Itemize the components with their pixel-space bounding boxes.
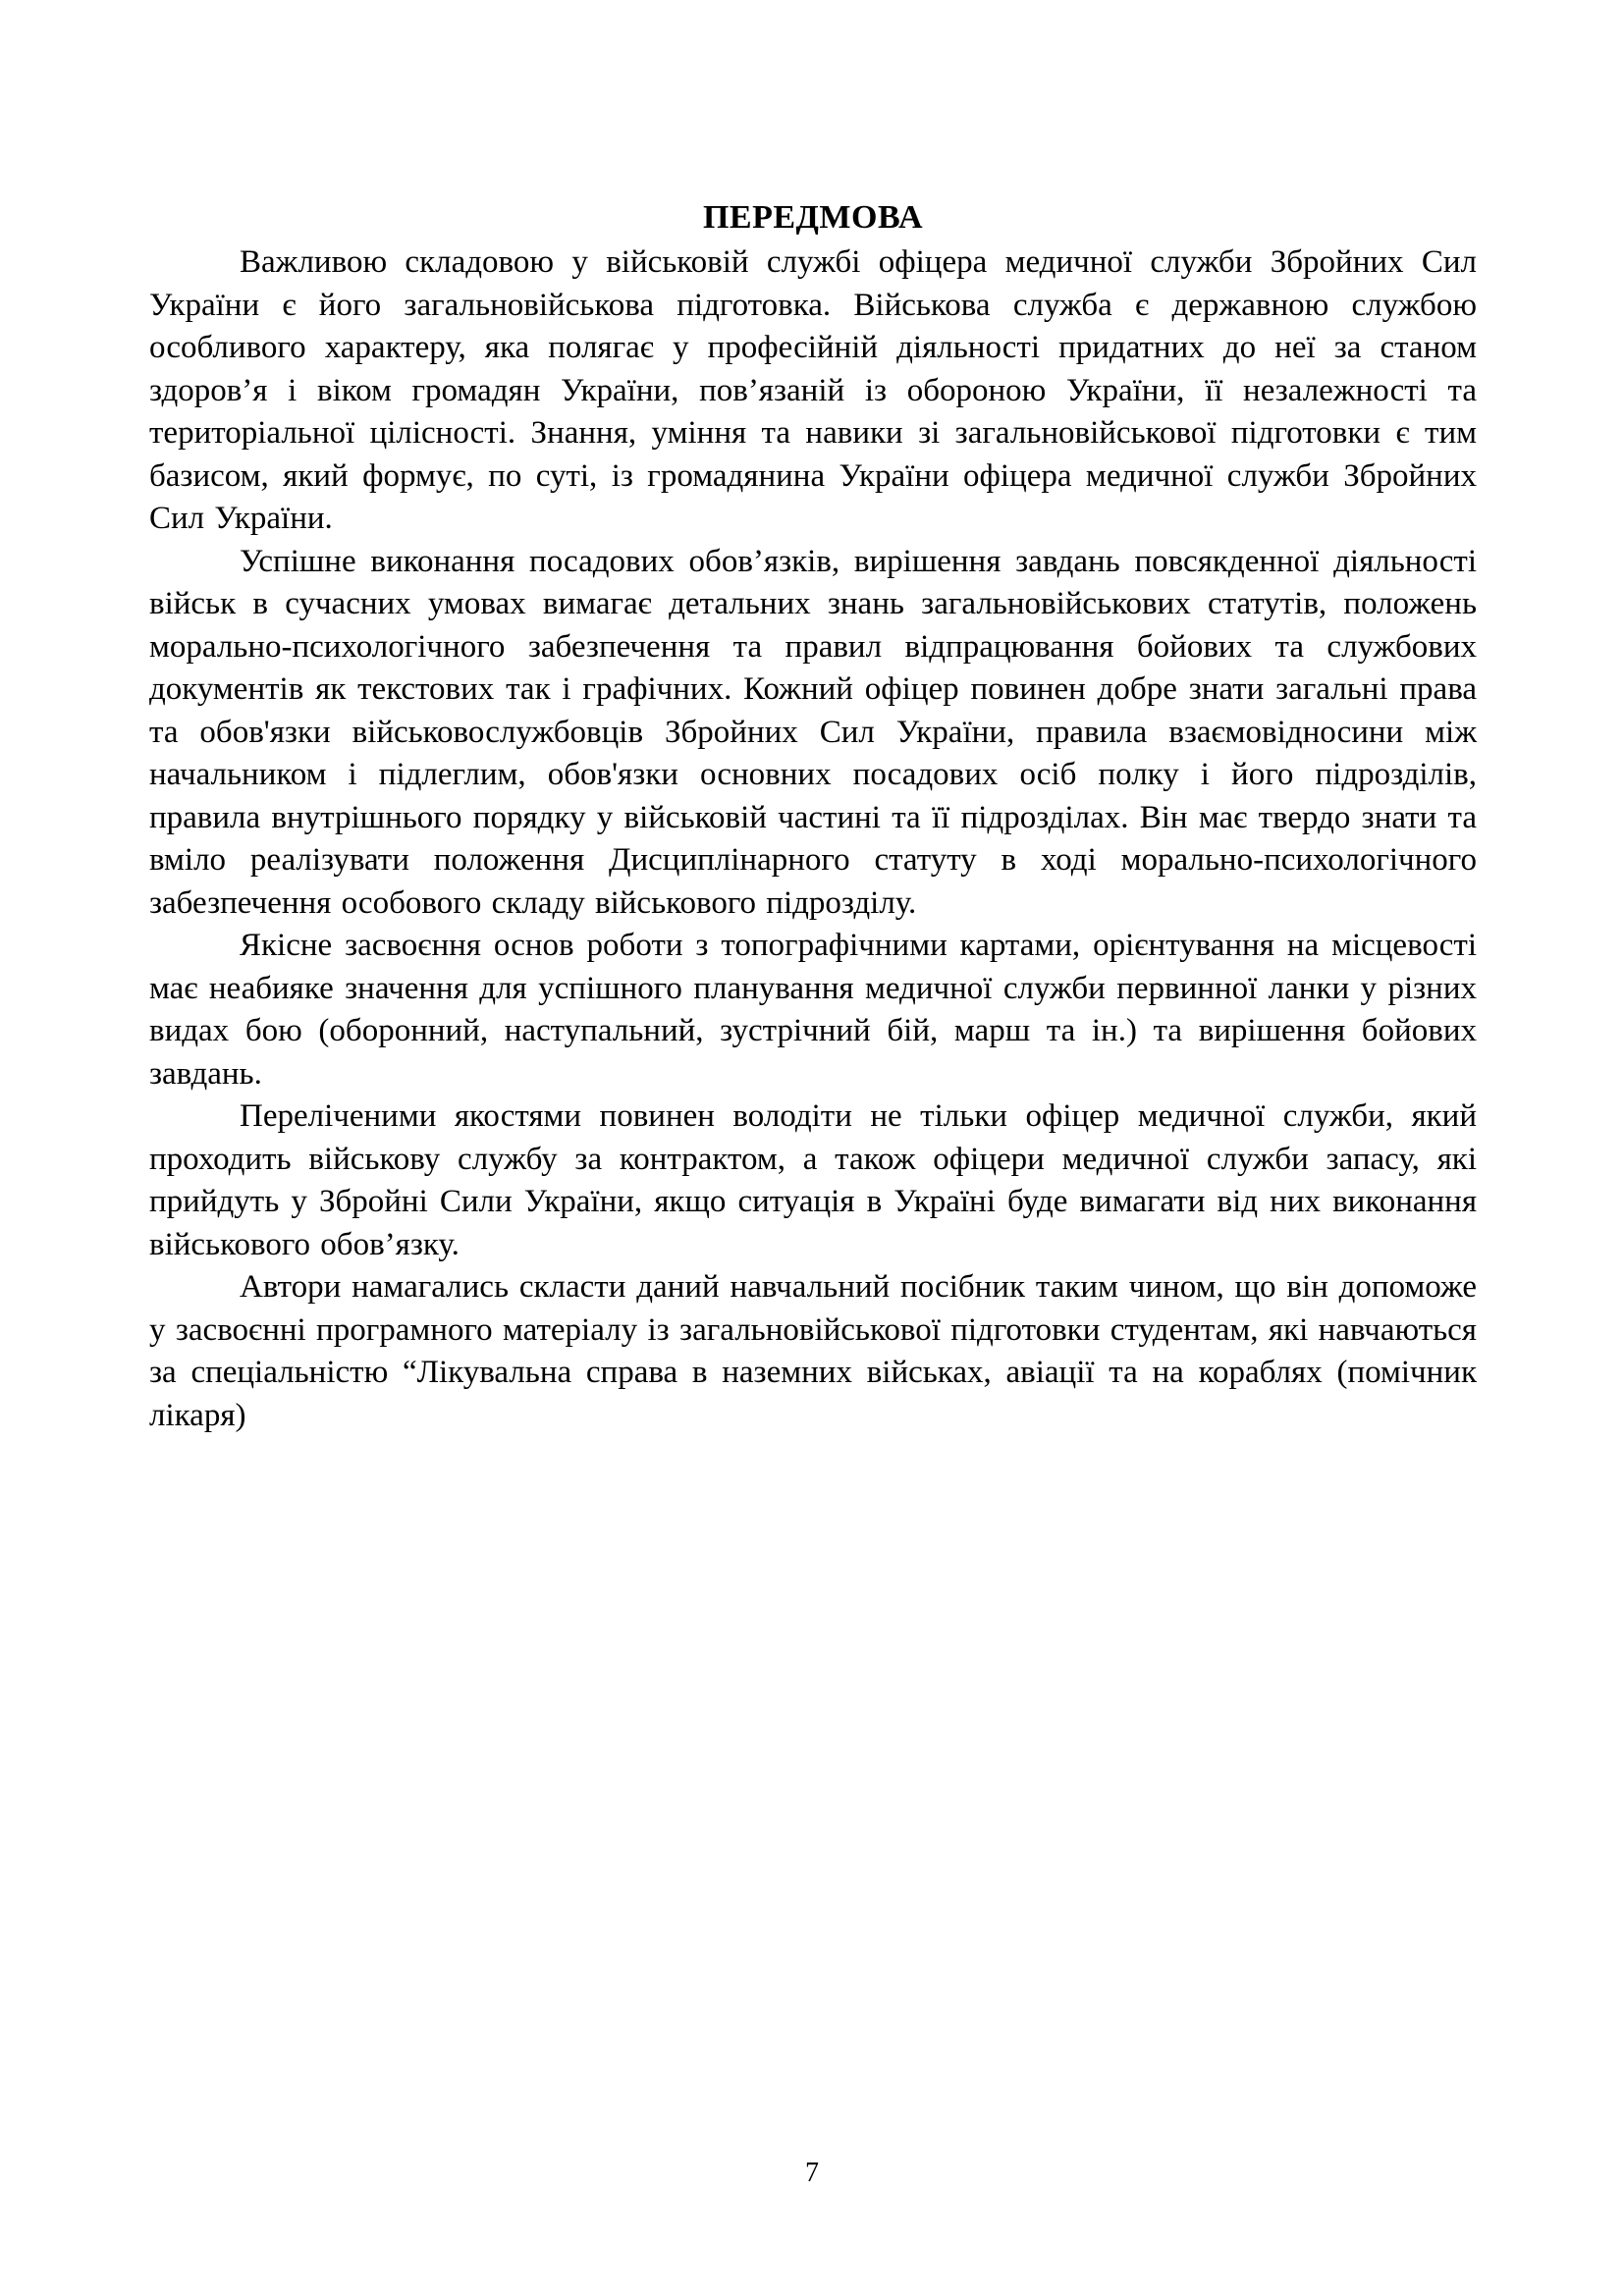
text-block [149, 196, 1477, 1437]
paragraph-4: Переліченими якостями повинен володіти не тільки офіцер медичної служби, який проходить військову службу за контрактом, а також офіцери медичної служби запасу, які прийдуть у Збройні Сили України, якщо ситуація в Україні буде вимагати від них виконання військового обов’язку. [149, 1098, 1477, 1262]
paragraph-1: Важливою складовою у військовій службі офіцера медичної служби Збройних Сил України є його загальновійськова підготовка. Військова служба є державною службою особливого характеру, яка полягає у професійній діяльності придатних до неї за станом здоров’я і віком громадян України, пов’язаній із обороною України, її незалежності та територіальної цілісності. Знання, уміння та навики зі загальновійськової підготовки є тим базисом, який формує, по суті, із громадянина України офіцера медичної служби Збройних Сил України. [149, 244, 1477, 536]
paragraph-3: Якісне засвоєння основ роботи з топографічними картами, орієнтування на місцевості має неабияке значення для успішного планування медичної служби первинної ланки у різних видах бою (оборонний, наступальний, зустрічний бій, марш та ін.) та вирішення бойових завдань. [149, 928, 1477, 1092]
paragraph-2: Успішне виконання посадових обов’язків, вирішення завдань повсякденної діяльності військ в сучасних умовах вимагає детальних знань загальновійськових статутів, положень морально-психологічного забезпечення та правил відпрацювання бойових та службових документів як текстових так і графічних. Кожний офіцер повинен добре знати загальні права та обов'язки військовослужбовців Збройних Сил України, правила взаємовідносини між начальником і підлеглим, обов'язки основних посадових осіб полку і його підрозділів, правила внутрішнього порядку у військовій частині та її підрозділах. Він має твердо знати та вміло реалізувати положення Дисциплінарного статуту в ході морально-психологічного забезпечення особового складу військового підрозділу. [149, 543, 1477, 921]
page-title: ПЕРЕДМОВА [702, 199, 924, 236]
paragraph-5: Автори намагались скласти даний навчальний посібник таким чином, що він допоможе у засвоєнні програмного матеріалу із загальновійськової підготовки студентам, які навчаються за спеціальністю “Лікувальна справа в наземних військах, авіації та на кораблях (помічник лікаря) [149, 1269, 1477, 1433]
page-number: 7 [805, 2158, 819, 2188]
